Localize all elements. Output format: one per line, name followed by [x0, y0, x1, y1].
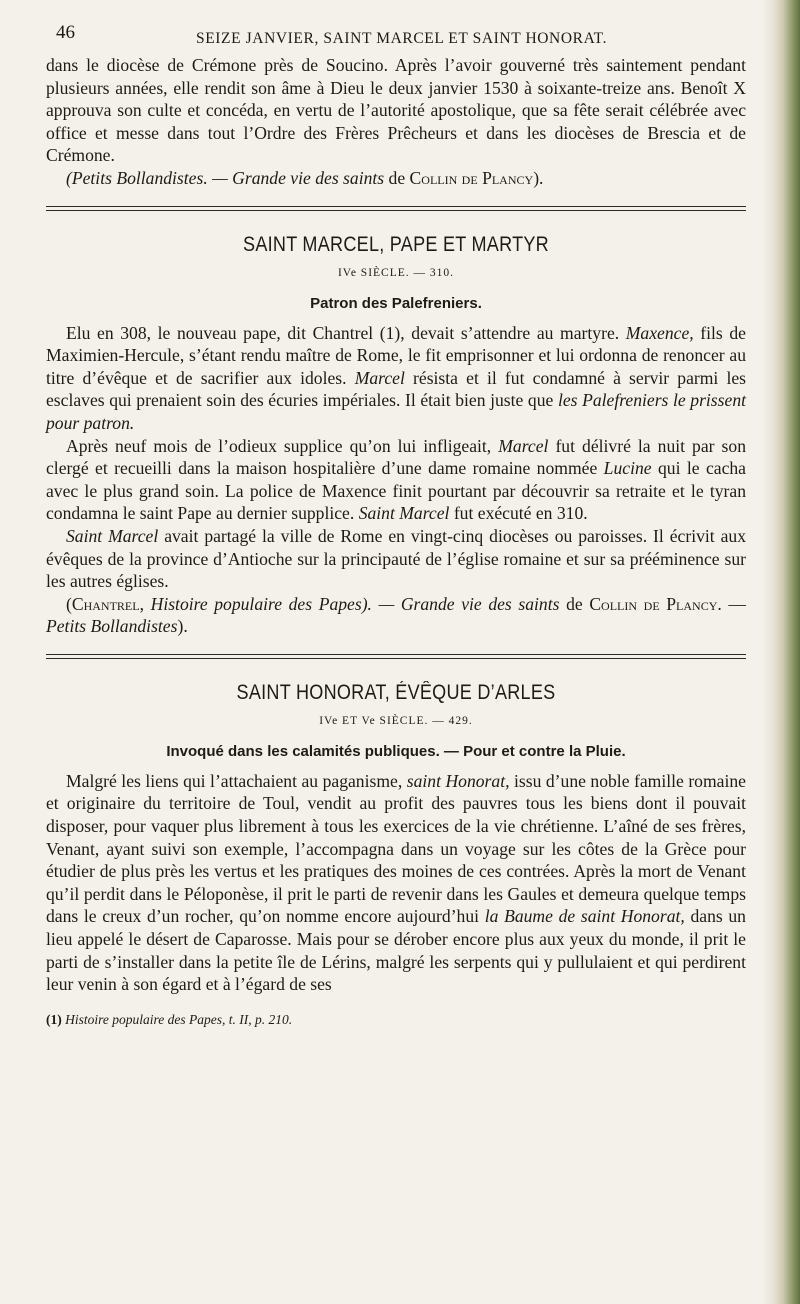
footnote-text: Histoire populaire des Papes, t. II, p. 210.	[65, 1011, 293, 1027]
top-citation: (Petits Bollandistes. — Grande vie des saints de Collin de Plancy).	[66, 167, 544, 188]
marcel-citation: (Chantrel, Histoire populaire des Papes). — Grande vie des saints de Collin de Plancy. — Petits Bollandistes).	[46, 593, 746, 637]
patron-marcel: Patron des Palefreniers.	[310, 294, 482, 312]
footnote	[46, 1012, 746, 1028]
patron-honorat: Invoqué dans les calamités publiques. — Pour et contre la Pluie.	[166, 742, 626, 760]
page-number: 46	[56, 22, 75, 43]
marcel-paragraph-1: Elu en 308, le nouveau pape, dit Chantrel (1), devait s’attendre au martyre. Maxence, fils de Maximien-Hercule, s’étant rendu maître de Rome, le fit emprisonner et lui ordonna de renoncer au titre d’évêque et de sacrifier aux idoles. Marcel résista et il fut condamné à servir parmi les esclaves qui prenaient soin des écuries impériales. Il était bien juste que les Palefreniers le prissent pour patron.	[46, 322, 747, 433]
marcel-paragraph-2: Après neuf mois de l’odieux supplice qu’on lui infligeait, Marcel fut délivré la nuit par son clergé et recueilli dans la maison hospitalière d’une dame romaine nommée Lucine qui le cacha avec le plus grand soin. La police de Maxence finit pourtant par découvrir sa retraite et le tyran condamna le saint Pape au dernier supplice. Saint Marcel fut exécuté en 310.	[46, 435, 747, 524]
section-title-marcel: SAINT MARCEL, PAPE ET MARTYR	[243, 232, 549, 256]
honorat-paragraph-1: Malgré les liens qui l’attachaient au paganisme, saint Honorat, issu d’une noble famille romaine et originaire du territoire de Toul, vendit au profit des pauvres tous les biens dont il pouvait disposer, pour vaquer plus librement à tous les exercices de la vie chrétienne. L’aîné de ses frères, Venant, ayant suivi son exemple, l’accompagna dans un voyage sur les côtes de la Grèce pour étudier de plus près les vertus et les pratiques des moines de ces contrées. Après la mort de Venant qu’il perdit dans le Péloponèse, il prit le parti de revenir dans les Gaules et demeura quelque temps dans le creux d’un rocher, qu’on nomme encore aujourd’hui la Baume de saint Honorat, dans un lieu appelé le désert de Caparosse. Mais pour se dérober encore plus aux yeux du monde, il prit le parti de s’installer dans la petite île de Lérins, malgré les serpents qui y pullulaient et qui perdirent leur venin à son égard et à l’égard de ses	[46, 770, 746, 995]
top-paragraph: dans le diocèse de Crémone près de Soucino. Après l’avoir gouverné très saintement pendant plusieurs années, elle rendit son âme à Dieu le deux janvier 1530 à soixante-treize ans. Benoît X approuva son culte et concéda, en vertu de l’autorité apostolique, que sa fête serait célébrée avec office et messe dans tout l’Ordre des Frères Prêcheurs et dans les diocèses de Brescia et de Crémone.	[46, 55, 746, 166]
footnote-mark: (1)	[46, 1011, 62, 1027]
section-divider	[46, 654, 746, 659]
section-divider	[46, 206, 746, 211]
page-edge	[762, 0, 800, 1304]
book-page	[46, 0, 746, 1028]
century-marcel: IVe SIÈCLE. — 310.	[337, 266, 455, 279]
section-title-honorat: SAINT HONORAT, ÉVÊQUE D’ARLES	[236, 680, 556, 704]
century-honorat: IVe ET Ve SIÈCLE. — 429.	[319, 714, 473, 727]
running-title: SEIZE JANVIER, SAINT MARCEL ET SAINT HONORAT.	[196, 30, 608, 47]
marcel-paragraph-3: Saint Marcel avait partagé la ville de Rome en vingt-cinq diocèses ou paroisses. Il écrivit aux évêques de la province d’Antioche sur la principauté de l’église romaine et sur sa prééminence sur les autres églises.	[46, 525, 747, 592]
page-header	[46, 0, 746, 54]
